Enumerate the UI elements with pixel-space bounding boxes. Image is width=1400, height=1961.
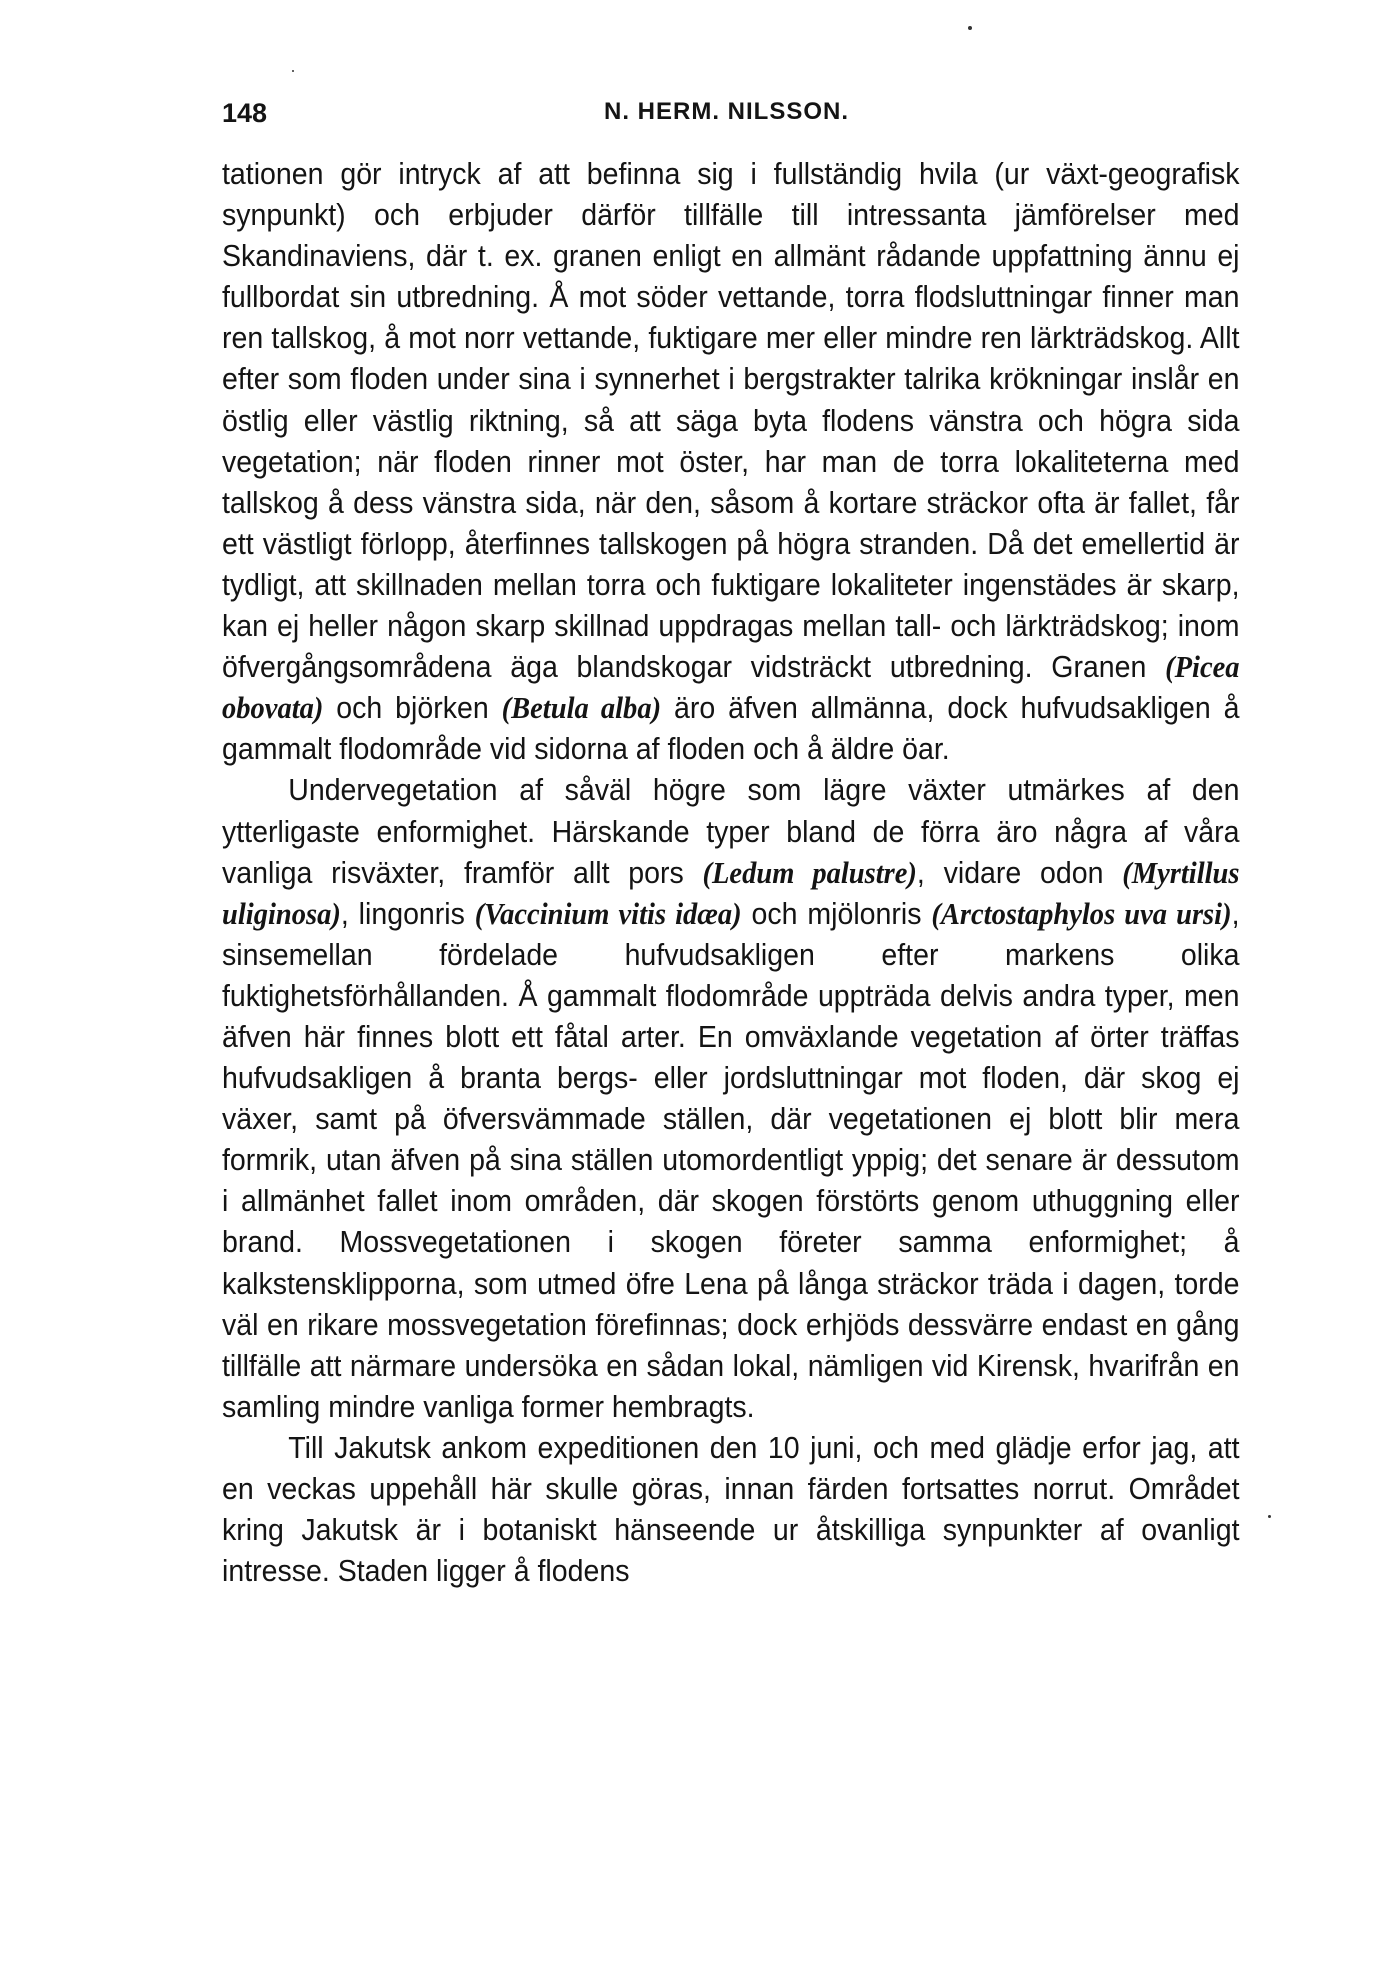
body-text [222, 153, 1240, 1591]
taxon-ledum-palustre: (Ledum palustre) [702, 854, 917, 890]
print-speck [1268, 1515, 1271, 1518]
paragraph-1-text-2: och björken [323, 690, 502, 726]
taxon-betula-alba: (Betula alba) [501, 690, 662, 726]
taxon-vaccinium-vitis-idaea: (Vaccinium vitis idæa) [474, 895, 742, 931]
paragraph-2-text-3: , lingonris [340, 895, 475, 931]
paragraph-3 [222, 1427, 1240, 1591]
taxon-myrtillus-uliginosa: (Myrtillus uliginosa) [222, 854, 1240, 931]
taxon-arctostaphylos-uva-ursi: (Arctostaphylos uva ursi) [931, 895, 1232, 931]
paragraph-2-text-5: , sinsemellan fördelade hufvudsakligen efter markens olika fuktighetsförhållanden. Å gammalt flodområde uppträda delvis andra typer, men äfven här finnes blott ett fåtal arter. En omväxlande vegetation af örter träffas hufvudsakligen å branta bergs- eller jordsluttningar mot floden, där skog ej växer, samt på öfversvämmade ställen, där vegetationen ej blott blir mera formrik, utan äfven på sina ställen utomordentligt yppig; det senare är dessutom i allmänhet fallet inom områden, där skogen förstörts genom uthuggning eller brand. Mossvegetationen i skogen företer samma enformighet; å kalkstensklipporna, som utmed öfre Lena på långa sträckor träda i dagen, torde väl en rikare mossvegetation förefinnas; dock erhjöds dessvärre endast en gång tillfälle att närmare undersöka en sådan lokal, nämligen vid Kirensk, hvarifrån en samling mindre vanliga former hembragts. [222, 895, 1240, 1424]
paragraph-1 [222, 153, 1240, 769]
paragraph-3-text-1: Till Jakutsk ankom expeditionen den 10 juni, och med glädje erfor jag, att en veckas uppehåll här skulle göras, innan färden fortsattes norrut. Området kring Jakutsk är i botaniskt hänseende ur åtskilliga synpunkter af ovanligt intresse. Staden ligger å flodens [222, 1429, 1240, 1589]
paragraph-2 [222, 769, 1240, 1427]
page-number: 148 [222, 98, 268, 128]
print-speck [968, 26, 972, 30]
paragraph-2-text-4: och mjölonris [741, 895, 932, 931]
taxon-picea-obovata: (Picea obovata) [222, 649, 1240, 726]
paragraph-1-text-1: tationen gör intryck af att befinna sig i fullständig hvila (ur växt-geografisk synpunkt) och erbjuder därför tillfälle till intressanta jämförelser med Skandinaviens, där t. ex. granen enligt en allmänt rådande uppfattning ännu ej fullbordat sin utbredning. Å mot söder vettande, torra flodsluttningar finner man ren tallskog, å mot norr vettande, fuktigare mer eller mindre ren lärkträdskog. Allt efter som floden under sina i synnerhet i bergstrakter talrika krökningar inslår en östlig eller västlig riktning, så att säga byta flodens vänstra och högra sida vegetation; när floden rinner mot öster, har man de torra lokaliteterna med tallskog å dess vänstra sida, när den, såsom å kortare sträckor ofta är fallet, får ett västligt förlopp, återfinnes tallskogen på högra stranden. Då det emellertid är tydligt, att skillnaden mellan torra och fuktigare lokaliteter ingenstädes är skarp, kan ej heller någon skarp skillnad uppdragas mellan tall- och lärkträdskog; inom öfvergångsområdena äga blandskogar vidsträckt utbredning. Granen [222, 156, 1240, 685]
paragraph-1-text-3: äro äfven allmänna, dock hufvudsakligen å gammalt flodområde vid sidorna af floden och å äldre öar. [222, 690, 1240, 767]
paragraph-2-text-1: Undervegetation af såväl högre som lägre växter utmärkes af den ytterligaste enformighet. Härskande typer bland de förra äro några af våra vanliga risväxter, framför allt pors [222, 772, 1240, 890]
running-head-author: N. HERM. NILSSON. [604, 98, 850, 125]
running-head [222, 98, 1240, 138]
print-speck [292, 70, 294, 72]
paragraph-2-text-2: , vidare odon [916, 854, 1123, 890]
